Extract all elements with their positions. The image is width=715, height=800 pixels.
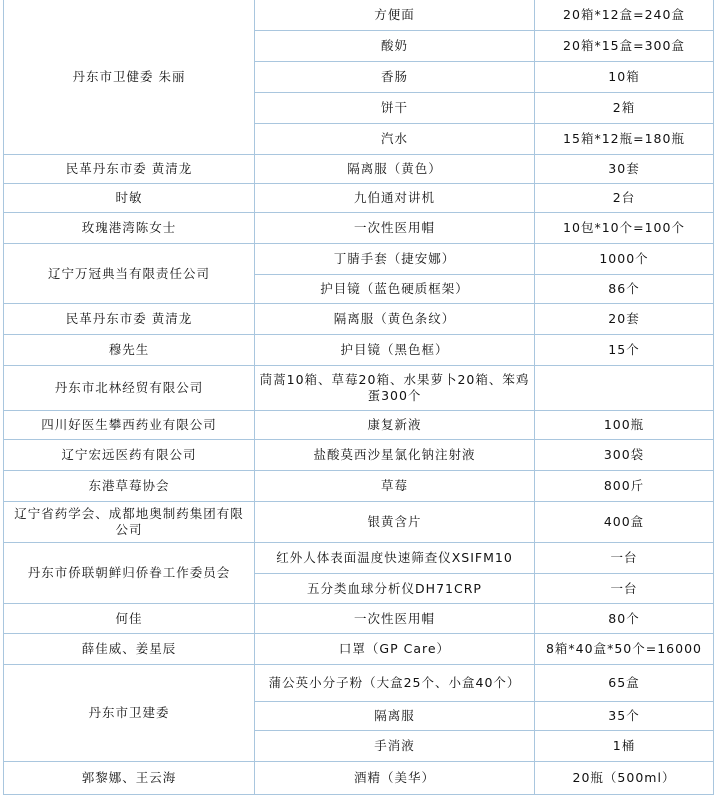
table-row — [4, 502, 714, 543]
item-cell: 蒲公英小分子粉（大盒25个、小盒40个） — [255, 665, 535, 702]
quantity-cell: 300袋 — [535, 440, 714, 471]
donor-cell: 民革丹东市委 黄清龙 — [4, 155, 255, 184]
quantity-cell: 8箱*40盒*50个=16000 — [535, 634, 714, 665]
table-row — [4, 665, 714, 702]
donor-cell: 丹东市北林经贸有限公司 — [4, 366, 255, 411]
table-row — [4, 440, 714, 471]
item-cell: 方便面 — [255, 0, 535, 31]
quantity-cell: 80个 — [535, 604, 714, 634]
table-row — [4, 0, 714, 31]
item-cell: 手消液 — [255, 731, 535, 762]
quantity-cell: 86个 — [535, 275, 714, 304]
quantity-cell: 1桶 — [535, 731, 714, 762]
table-row — [4, 335, 714, 366]
quantity-cell — [535, 366, 714, 411]
quantity-cell: 1000个 — [535, 244, 714, 275]
table-row — [4, 604, 714, 634]
donor-cell: 辽宁宏远医药有限公司 — [4, 440, 255, 471]
donor-cell: 丹东市卫建委 — [4, 665, 255, 762]
quantity-cell: 30套 — [535, 155, 714, 184]
table-row — [4, 411, 714, 440]
quantity-cell: 20瓶（500ml） — [535, 762, 714, 795]
quantity-cell: 20套 — [535, 304, 714, 335]
donor-cell: 郭黎娜、王云海 — [4, 762, 255, 795]
item-cell: 隔离服（黄色条纹） — [255, 304, 535, 335]
donor-cell: 时敏 — [4, 184, 255, 213]
quantity-cell: 100瓶 — [535, 411, 714, 440]
table-row — [4, 184, 714, 213]
item-cell: 隔离服 — [255, 702, 535, 731]
quantity-cell: 65盒 — [535, 665, 714, 702]
donation-table — [3, 0, 714, 795]
donor-cell: 何佳 — [4, 604, 255, 634]
item-cell: 饼干 — [255, 93, 535, 124]
item-cell: 香肠 — [255, 62, 535, 93]
item-cell: 口罩（GP Care） — [255, 634, 535, 665]
table-row — [4, 213, 714, 244]
quantity-cell: 15个 — [535, 335, 714, 366]
donor-cell: 四川好医生攀西药业有限公司 — [4, 411, 255, 440]
table-row — [4, 762, 714, 795]
item-cell: 酒精（美华） — [255, 762, 535, 795]
item-cell: 盐酸莫西沙星氯化钠注射液 — [255, 440, 535, 471]
table-row — [4, 471, 714, 502]
quantity-cell: 35个 — [535, 702, 714, 731]
donor-cell: 民革丹东市委 黄清龙 — [4, 304, 255, 335]
quantity-cell: 15箱*12瓶=180瓶 — [535, 124, 714, 155]
table-row — [4, 366, 714, 411]
donor-cell: 辽宁省药学会、成都地奥制药集团有限公司 — [4, 502, 255, 543]
donor-cell: 玫瑰港湾陈女士 — [4, 213, 255, 244]
quantity-cell: 2箱 — [535, 93, 714, 124]
item-cell: 隔离服（黄色） — [255, 155, 535, 184]
donor-cell: 穆先生 — [4, 335, 255, 366]
quantity-cell: 20箱*12盒=240盒 — [535, 0, 714, 31]
quantity-cell: 2台 — [535, 184, 714, 213]
quantity-cell: 一台 — [535, 574, 714, 604]
quantity-cell: 400盒 — [535, 502, 714, 543]
item-cell: 一次性医用帽 — [255, 604, 535, 634]
quantity-cell: 10箱 — [535, 62, 714, 93]
donor-cell: 东港草莓协会 — [4, 471, 255, 502]
quantity-cell: 20箱*15盒=300盒 — [535, 31, 714, 62]
quantity-cell: 一台 — [535, 543, 714, 574]
item-cell: 酸奶 — [255, 31, 535, 62]
item-cell: 一次性医用帽 — [255, 213, 535, 244]
item-cell: 护目镜（蓝色硬质框架） — [255, 275, 535, 304]
item-cell: 茼蒿10箱、草莓20箱、水果萝卜20箱、笨鸡蛋300个 — [255, 366, 535, 411]
item-cell: 红外人体表面温度快速筛查仪XSIFM10 — [255, 543, 535, 574]
table-row — [4, 634, 714, 665]
donor-cell: 辽宁万冠典当有限责任公司 — [4, 244, 255, 304]
item-cell: 银黄含片 — [255, 502, 535, 543]
donor-cell: 薛佳威、姜星辰 — [4, 634, 255, 665]
item-cell: 汽水 — [255, 124, 535, 155]
table-row — [4, 155, 714, 184]
item-cell: 草莓 — [255, 471, 535, 502]
item-cell: 康复新液 — [255, 411, 535, 440]
item-cell: 丁腈手套（捷安娜） — [255, 244, 535, 275]
quantity-cell: 10包*10个=100个 — [535, 213, 714, 244]
item-cell: 五分类血球分析仪DH71CRP — [255, 574, 535, 604]
table-row — [4, 543, 714, 574]
donor-cell: 丹东市卫健委 朱丽 — [4, 0, 255, 155]
item-cell: 九伯通对讲机 — [255, 184, 535, 213]
quantity-cell: 800斤 — [535, 471, 714, 502]
item-cell: 护目镜（黑色框） — [255, 335, 535, 366]
table-row — [4, 304, 714, 335]
table-row — [4, 244, 714, 275]
donor-cell: 丹东市侨联朝鲜归侨眷工作委员会 — [4, 543, 255, 604]
